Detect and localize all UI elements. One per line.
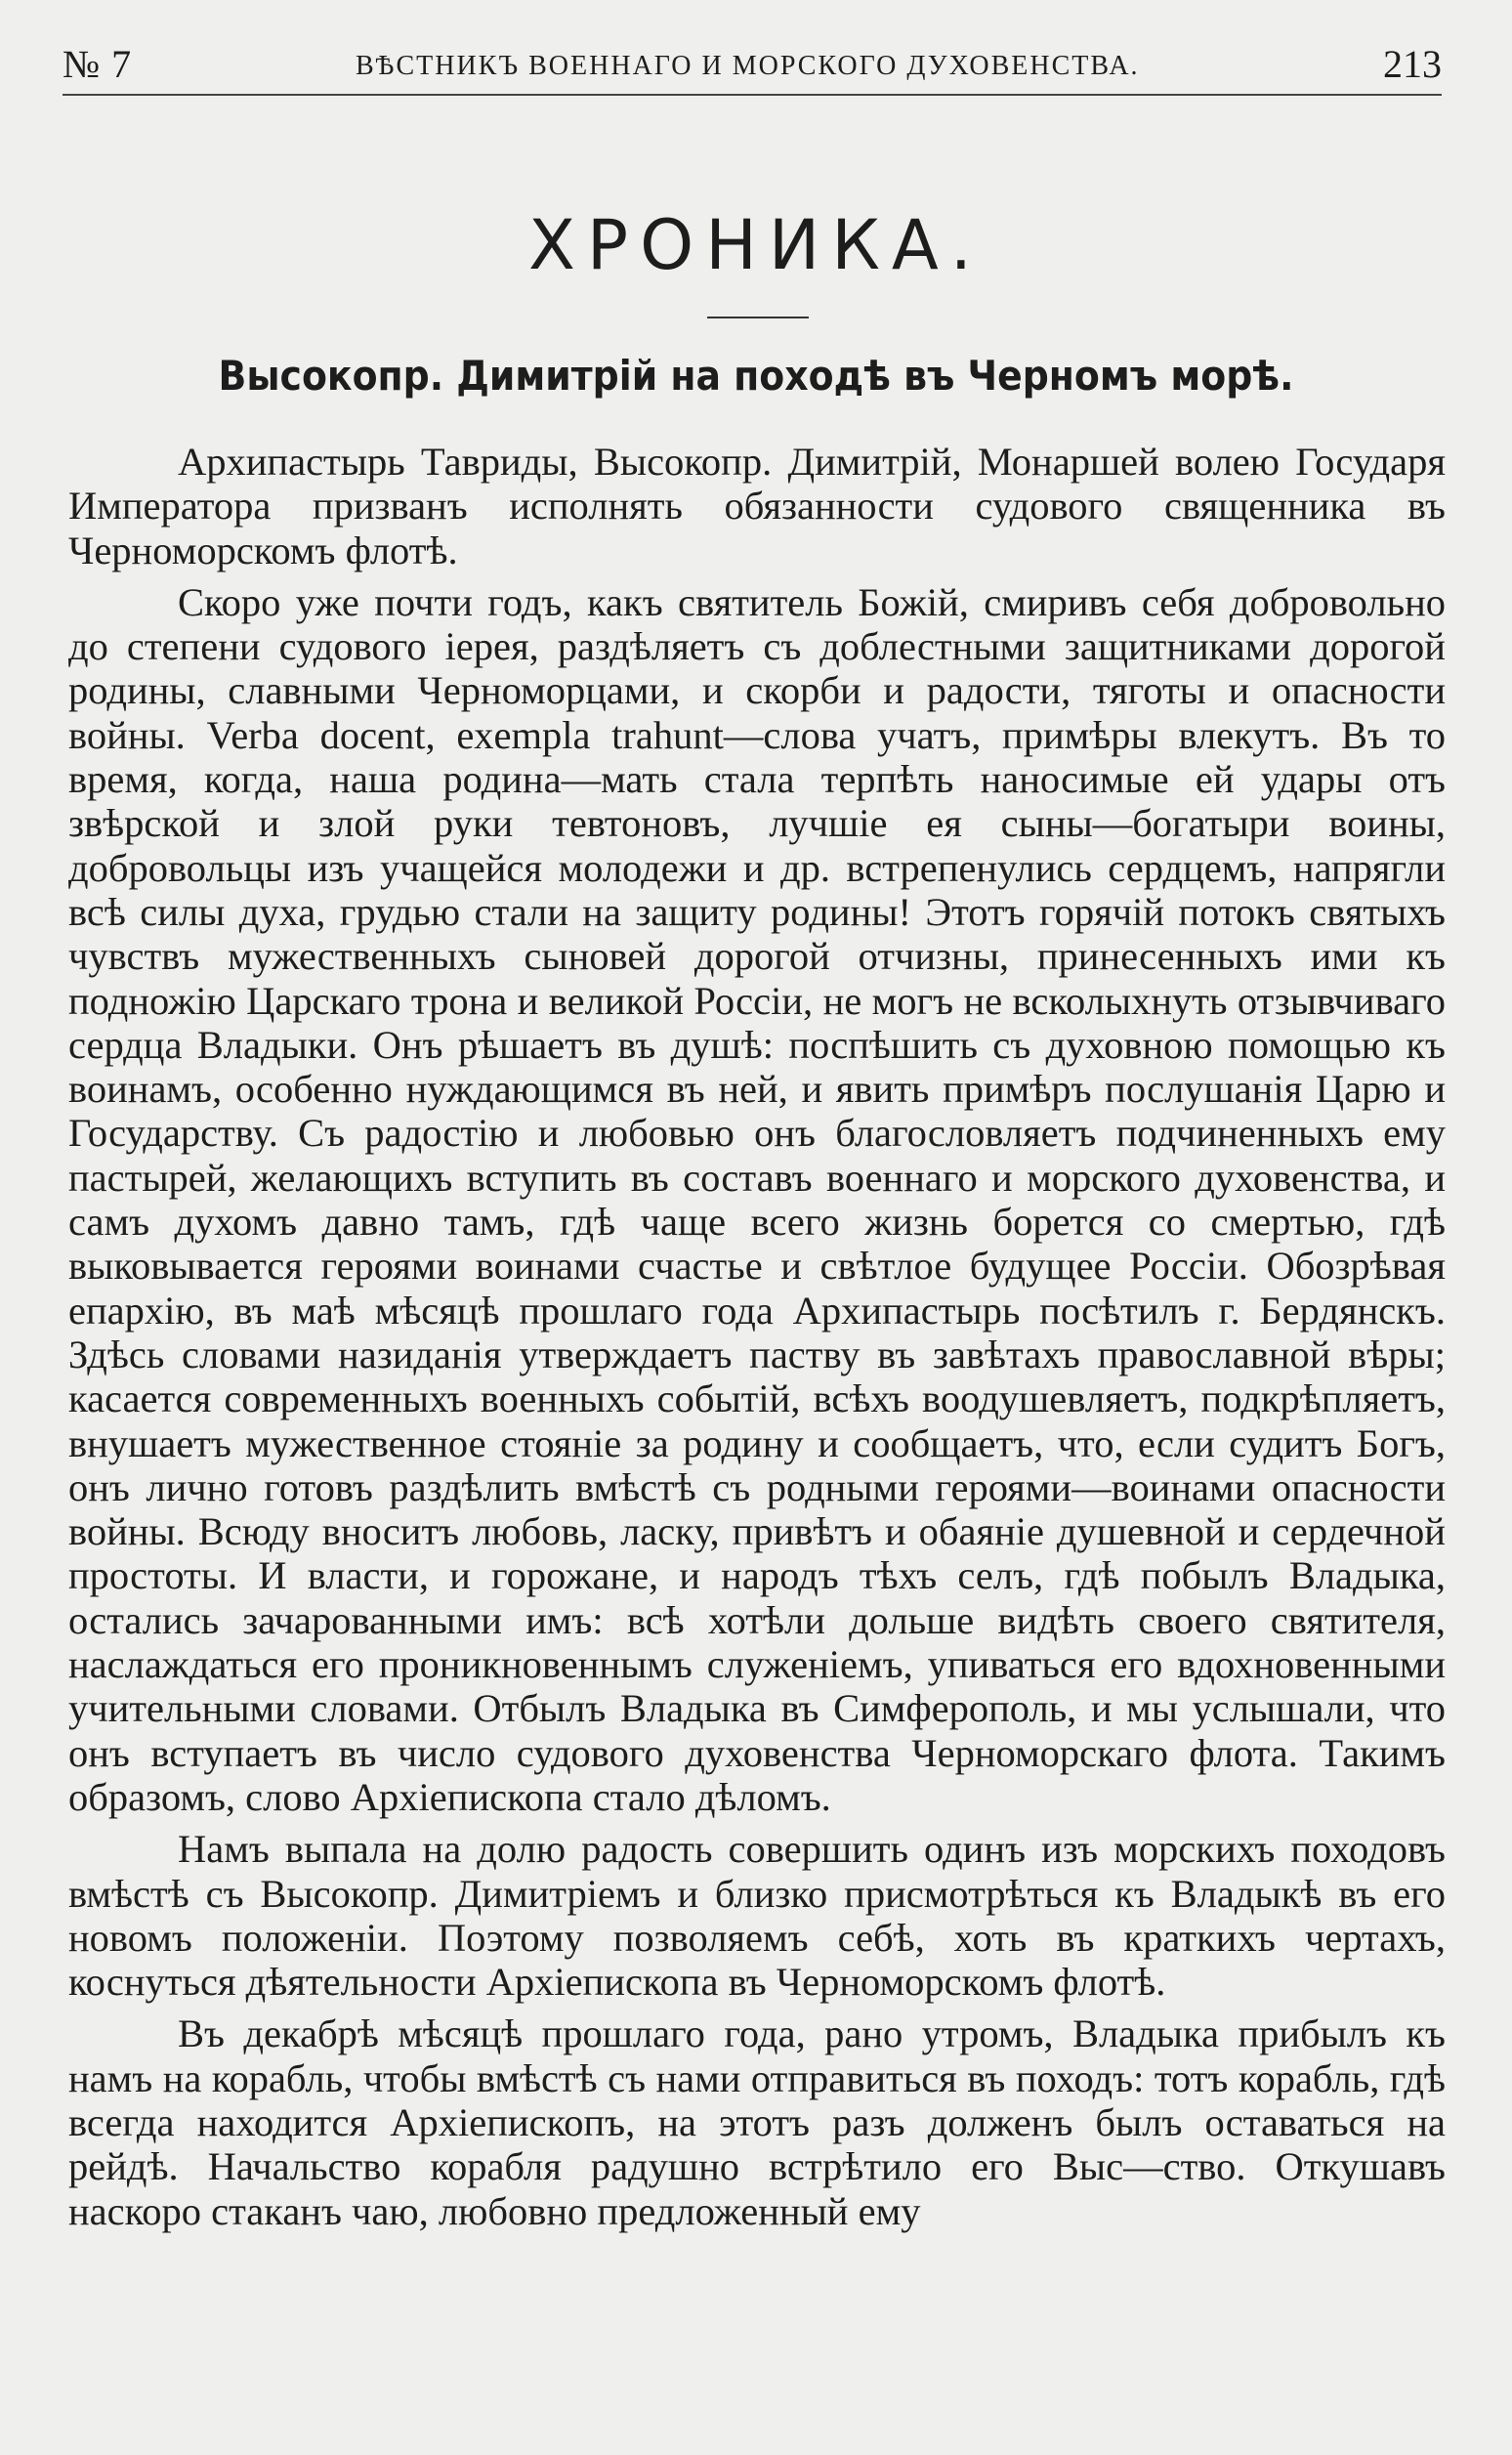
paragraph: Архипастырь Тавриды, Высокопр. Димитрій, Монаршей волею Государя Императора призванъ исполнять обязанности судового священника въ Черноморскомъ флотѣ.: [68, 440, 1446, 572]
paragraph: Скоро уже почти годъ, какъ святитель Божій, смиривъ себя добровольно до степени судового іерея, раздѣляетъ съ доблестными защитниками дорогой родины, славными Черноморцами, и скорби и радости, тяготы и опасности войны. Verba docent, exempla trahunt—слова учатъ, примѣры влекутъ. Въ то время, когда, наша родина—мать стала терпѣть наносимые ей удары отъ звѣрской и злой руки тевтоновъ, лучшіе ея сыны—богатыри воины, добровольцы изъ учащейся молодежи и др. встрепенулись сердцемъ, напрягли всѣ силы духа, грудью стали на защиту родины! Этотъ горячій потокъ святыхъ чувствъ мужественныхъ сыновей дорогой отчизны, принесенныхъ ими къ подножію Царскаго трона и великой Россіи, не могъ не всколыхнуть отзывчиваго сердца Владыки. Онъ рѣшаетъ въ душѣ: поспѣшить съ духовною помощью къ воинамъ, особенно нуждающимся въ ней, и явить примѣръ послушанія Царю и Государству. Съ радостію и любовью онъ благословляетъ подчиненныхъ ему пастырей, желающихъ вступить въ составъ военнаго и морского духовенства, и самъ духомъ давно тамъ, гдѣ чаще всего жизнь борется со смертью, гдѣ выковывается героями воинами счастье и свѣтлое будущее Россіи. Обозрѣвая епархію, въ маѣ мѣсяцѣ прошлаго года Архипастырь посѣтилъ г. Бердянскъ. Здѣсь словами назиданія утверждаетъ паству въ завѣтахъ православной вѣры; касается современныхъ военныхъ событій, всѣхъ воодушевляетъ, подкрѣпляетъ, внушаетъ мужественное стояніе за родину и сообщаетъ, что, если судитъ Богъ, онъ лично готовъ раздѣлить вмѣстѣ съ родными героями—воинами опасности войны. Всюду вноситъ любовь, ласку, привѣтъ и обаяніе душевной и сердечной простоты. И власти, и горожане, и народъ тѣхъ селъ, гдѣ побылъ Владыка, остались зачарованными имъ: всѣ хотѣли дольше видѣть своего святителя, наслаждаться его проникновеннымъ служеніемъ, упиваться его вдохновенными учительными словами. Отбылъ Владыка въ Симферополь, и мы услышали, что онъ вступаетъ въ число судового духовенства Черноморскаго флота. Такимъ образомъ, слово Архіепископа стало дѣломъ.: [68, 579, 1446, 1819]
title-divider: [707, 317, 809, 318]
section-title: ХРОНИКА.: [527, 205, 985, 285]
article-body: [68, 440, 1446, 2241]
paragraph: Въ декабрѣ мѣсяцѣ прошлаго года, рано утромъ, Владыка прибылъ къ намъ на корабль, чтобы вмѣстѣ съ нами отправиться въ походъ: тотъ корабль, гдѣ всегда находится Архіепископъ, на этотъ разъ долженъ былъ оставаться на рейдѣ. Начальство корабля радушно встрѣтило его Выс—ство. Откушавъ наскоро стаканъ чаю, любовно предложенный ему: [68, 2011, 1446, 2233]
journal-title: ВѢСТНИКЪ ВОЕННАГО И МОРСКОГО ДУХОВЕНСТВА.: [356, 51, 1140, 81]
issue-number: № 7: [63, 42, 133, 86]
page-number: 213: [1383, 42, 1442, 86]
running-header: [63, 41, 1442, 96]
paragraph: Намъ выпала на долю радость совершить одинъ изъ морскихъ походовъ вмѣстѣ съ Высокопр. Димитріемъ и близко присмотрѣться къ Владыкѣ въ его новомъ положеніи. Поэтому позволяемъ себѣ, хоть въ краткихъ чертахъ, коснуться дѣятельности Архіепископа въ Черноморскомъ флотѣ.: [68, 1827, 1446, 2005]
article-title: Высокопр. Димитрій на походѣ въ Черномъ морѣ.: [218, 352, 1294, 400]
